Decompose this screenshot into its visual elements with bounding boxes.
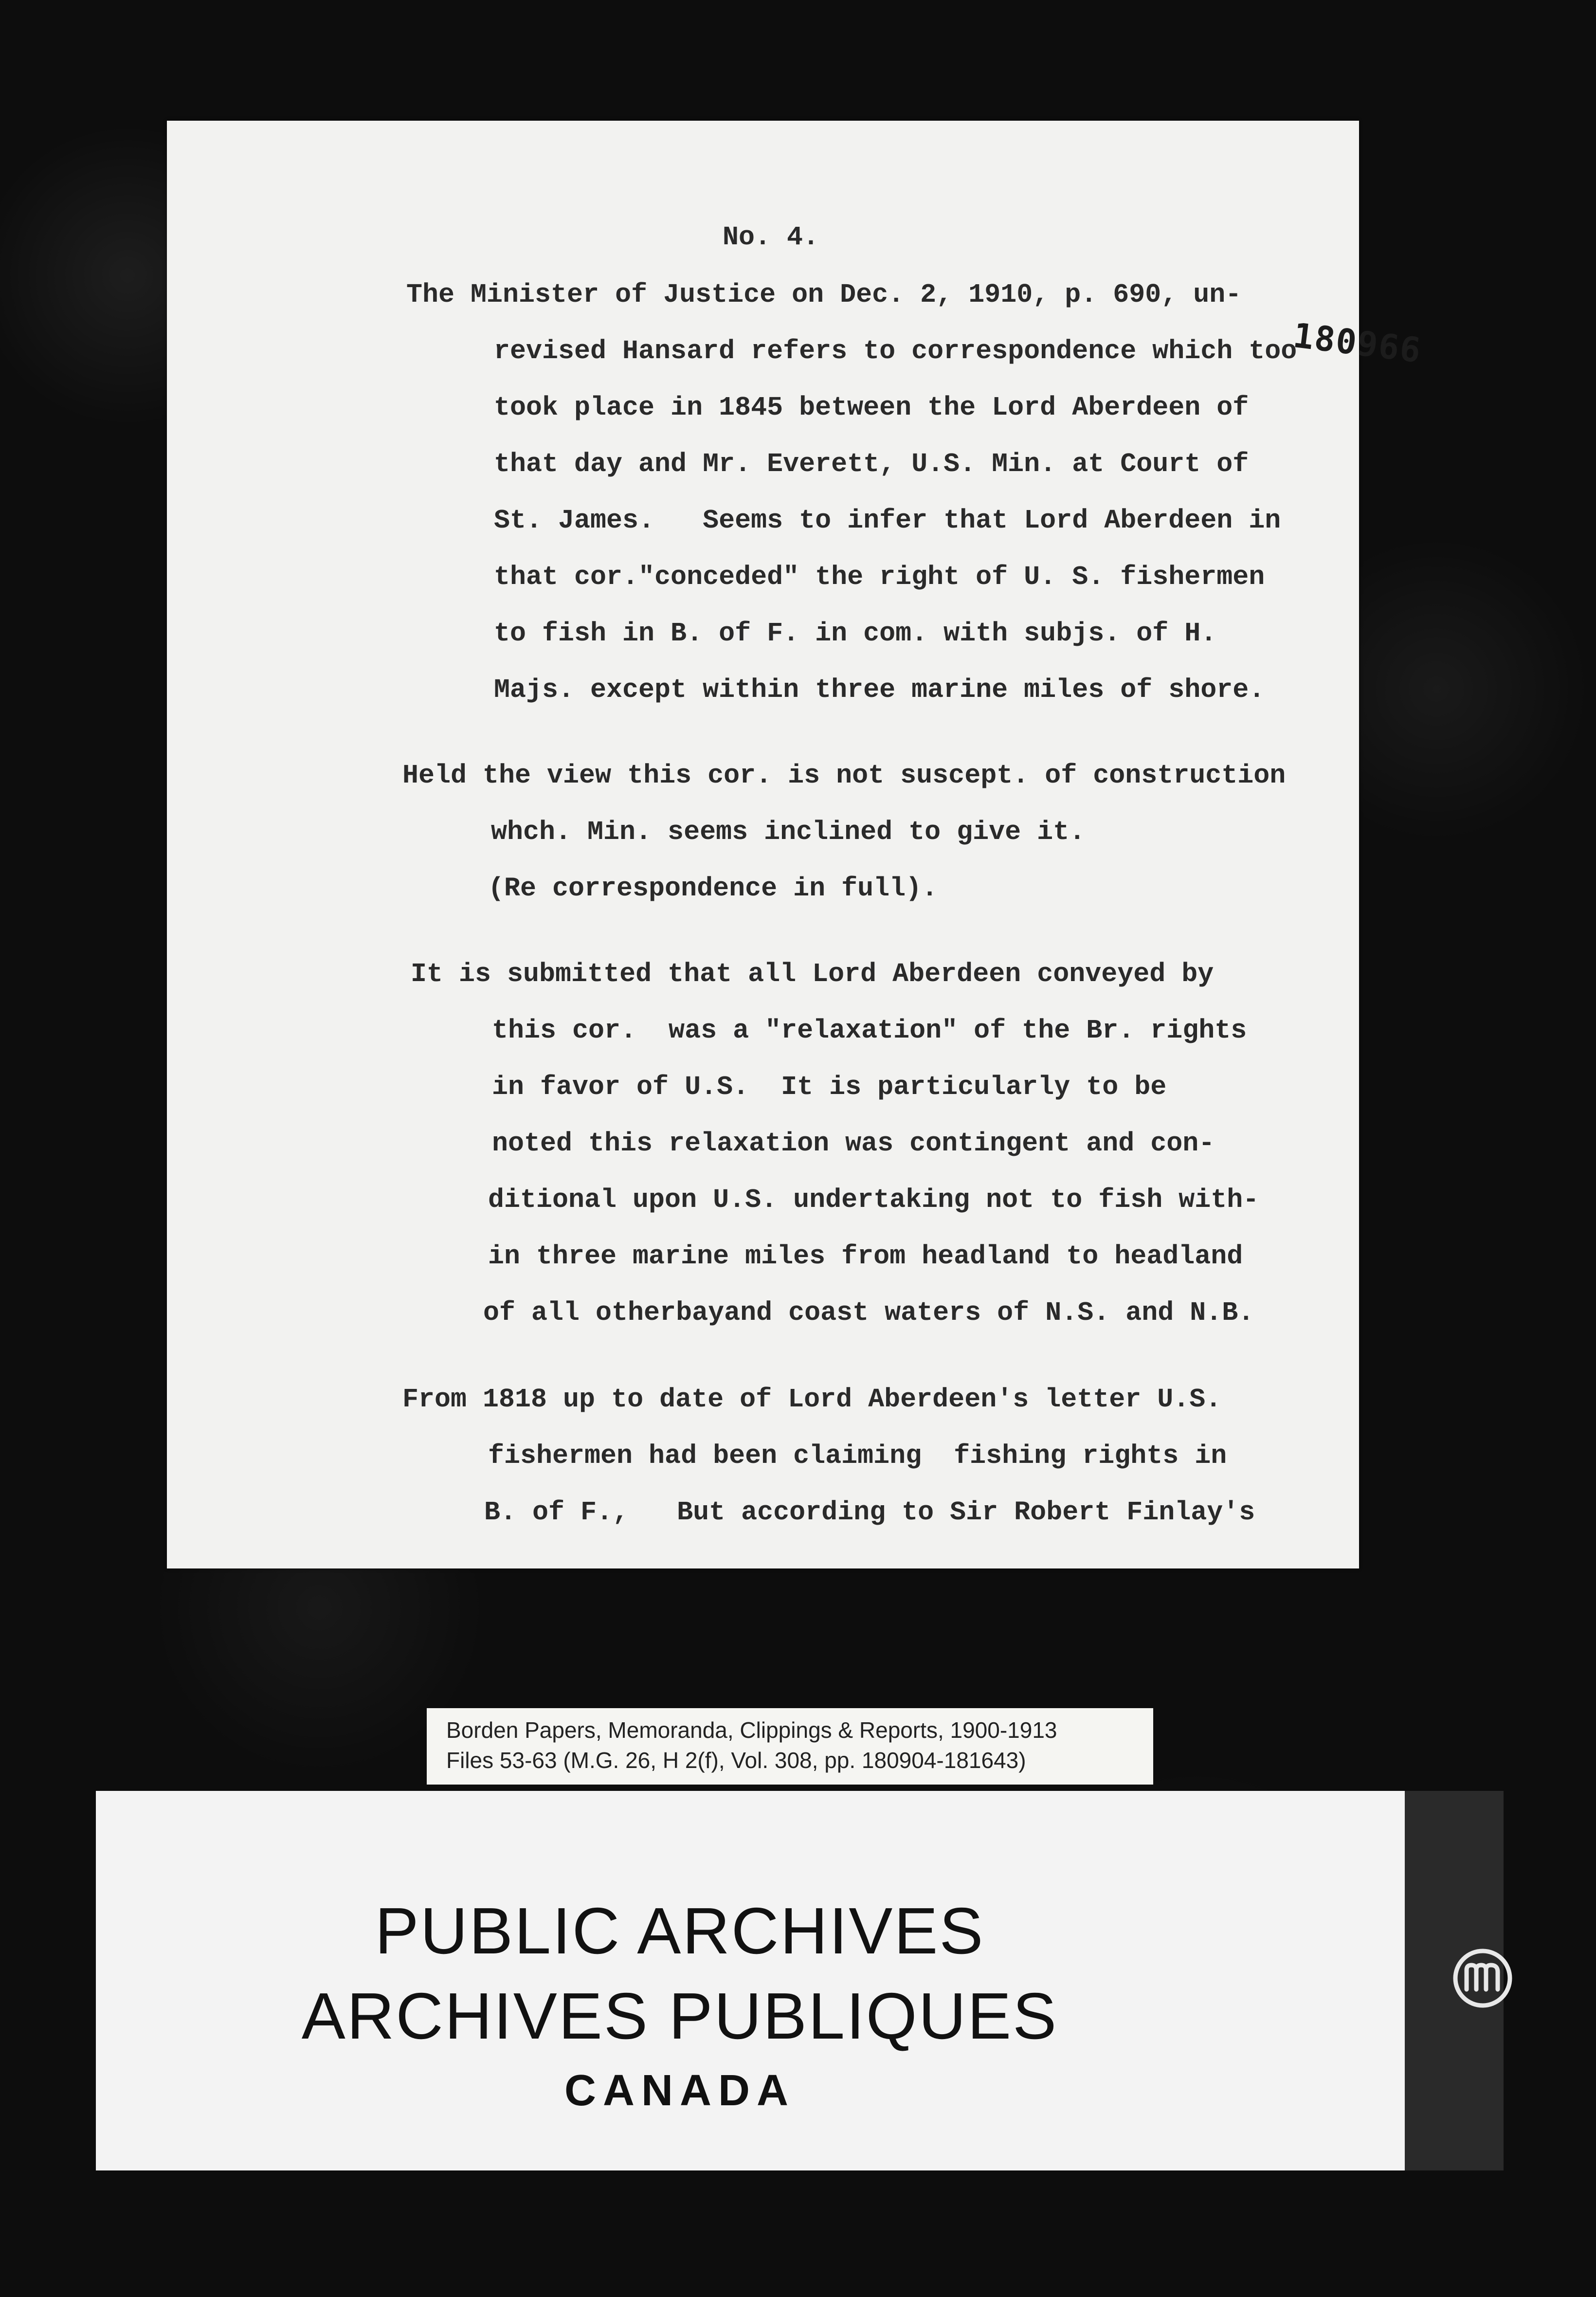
typed-line: in favor of U.S. It is particularly to be [492,1072,1167,1102]
public-archives-card [96,1791,1405,2170]
archive-reference-label [427,1708,1153,1785]
typed-line: noted this relaxation was contingent and con- [492,1128,1215,1159]
typed-line: revised Hansard refers to correspondence which too [494,336,1297,366]
typed-line: that day and Mr. Everett, U.S. Min. at Court of [494,449,1249,479]
typed-line: The Minister of Justice on Dec. 2, 1910, p. 690, un- [406,279,1242,310]
document-number: No. 4. [723,222,819,253]
typed-line: From 1818 up to date of Lord Aberdeen's letter U.S. [402,1384,1222,1415]
microfilm-logo-icon [1451,1947,1514,2010]
typed-line: Held the view this cor. is not suscept. of construction [402,760,1286,791]
typed-line: Majs. except within three marine miles of shore. [494,675,1265,705]
card-title-english: PUBLIC ARCHIVES [375,1894,985,1968]
typed-line: whch. Min. seems inclined to give it. [491,817,1086,847]
typed-line: of all otherbayand coast waters of N.S. and N.B. [483,1297,1254,1328]
typed-line: (Re correspondence in full). [488,873,938,904]
card-country: CANADA [564,2066,795,2115]
page-number-stamp: 180966 [1291,315,1424,371]
typed-line: B. of F., But according to Sir Robert Finlay's [484,1497,1255,1528]
typed-line: ditional upon U.S. undertaking not to fish with- [488,1185,1259,1215]
typed-line: this cor. was a "relaxation" of the Br. rights [492,1015,1247,1046]
typed-line: St. James. Seems to infer that Lord Aberdeen in [494,505,1281,536]
typed-line: took place in 1845 between the Lord Aberdeen of [494,392,1249,423]
typewritten-document [167,121,1424,1568]
typed-line: It is submitted that all Lord Aberdeen conveyed by [411,959,1214,989]
archive-reference-line-1: Borden Papers, Memoranda, Clippings & Reports, 1900-1913 [446,1717,1057,1743]
typed-line: fishermen had been claiming fishing rights in [488,1440,1227,1471]
typed-line: to fish in B. of F. in com. with subjs. of H. [494,618,1217,649]
card-title-french: ARCHIVES PUBLIQUES [301,1979,1058,2053]
typed-line: in three marine miles from headland to headland [488,1241,1243,1272]
typed-line: that cor."conceded" the right of U. S. fishermen [494,562,1265,592]
archive-reference-line-2: Files 53-63 (M.G. 26, H 2(f), Vol. 308, pp. 180904-181643) [446,1748,1026,1773]
